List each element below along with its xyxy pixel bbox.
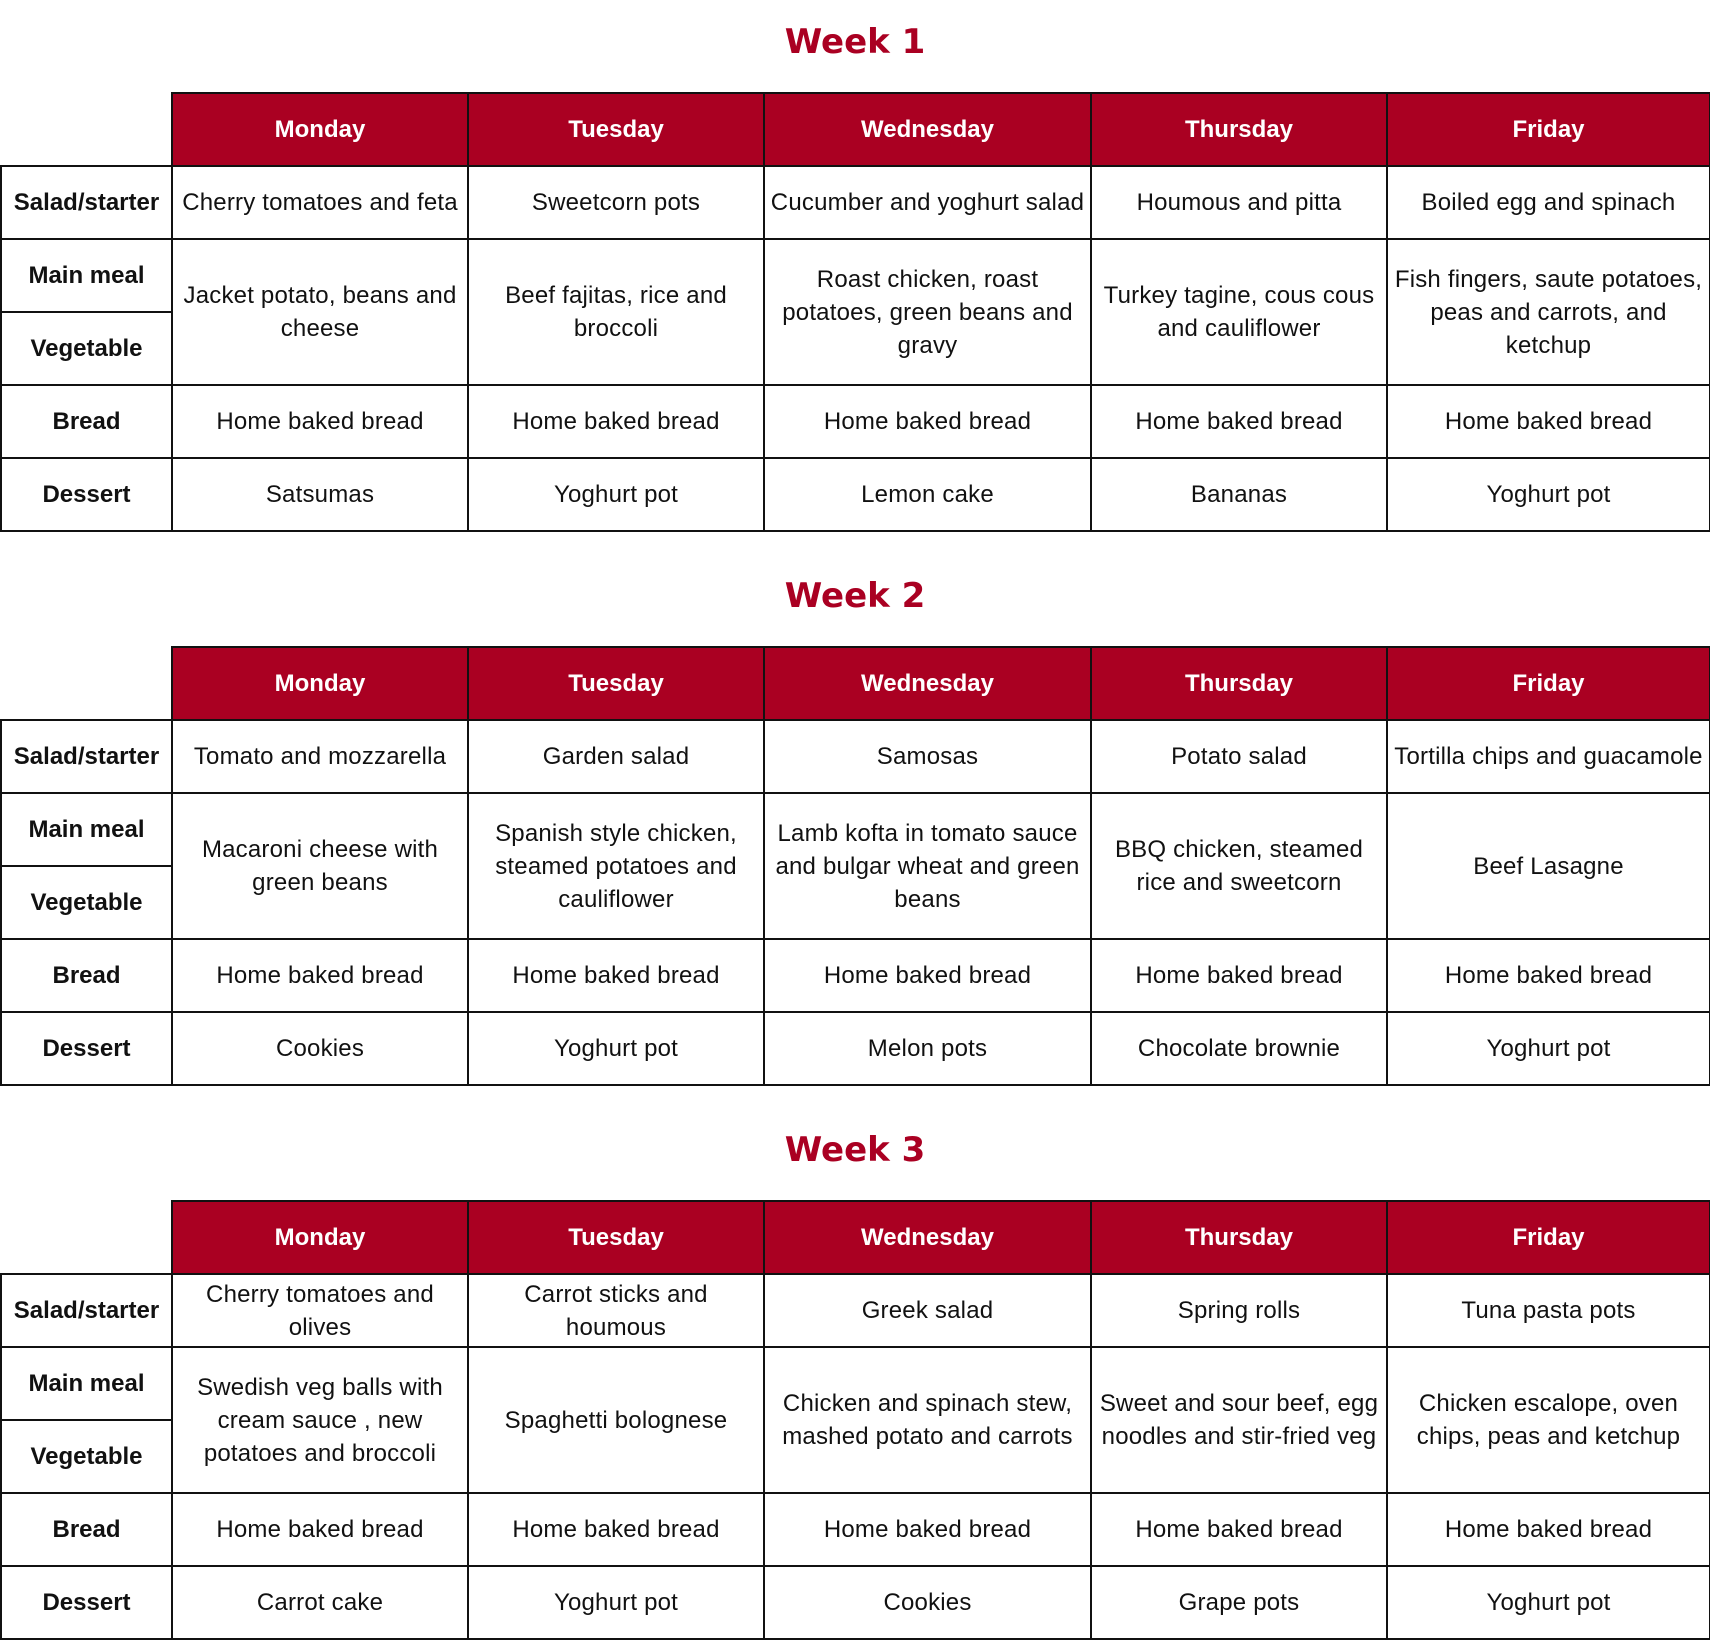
row-label-vegetable: Vegetable [1,866,172,939]
main-row [1,793,1710,866]
day-header-tuesday: Tuesday [468,1201,764,1274]
salad-row [1,166,1710,239]
day-header-thursday: Thursday [1091,93,1387,166]
menu-cell: Yoghurt pot [1387,1012,1710,1085]
menu-cell: Yoghurt pot [1387,1566,1710,1639]
menu-cell: Cookies [764,1566,1091,1639]
day-header-wednesday: Wednesday [764,1201,1091,1274]
bread-row [1,939,1710,1012]
menu-cell: Home baked bread [764,939,1091,1012]
day-header-friday: Friday [1387,93,1710,166]
week-1-menu-table [0,92,1710,532]
day-header-tuesday: Tuesday [468,93,764,166]
menu-cell: Fish fingers, saute potatoes, peas and carrots, and ketchup [1387,239,1710,385]
row-label-bread: Bread [1,385,172,458]
menu-cell: Sweetcorn pots [468,166,764,239]
menu-cell: Chicken escalope, oven chips, peas and ketchup [1387,1347,1710,1493]
menu-cell: Roast chicken, roast potatoes, green beans and gravy [764,239,1091,385]
row-label-dessert: Dessert [1,458,172,531]
menu-cell: Home baked bread [172,939,468,1012]
row-label-salad: Salad/starter [1,720,172,793]
row-label-vegetable: Vegetable [1,1420,172,1493]
day-header-wednesday: Wednesday [764,647,1091,720]
row-label-bread: Bread [1,1493,172,1566]
menu-cell: Chicken and spinach stew, mashed potato and carrots [764,1347,1091,1493]
menu-cell: Beef fajitas, rice and broccoli [468,239,764,385]
menu-cell: Boiled egg and spinach [1387,166,1710,239]
menu-cell: Carrot sticks and houmous [468,1274,764,1347]
day-header-friday: Friday [1387,1201,1710,1274]
menu-cell: Potato salad [1091,720,1387,793]
header-row [1,1201,1710,1274]
day-header-thursday: Thursday [1091,647,1387,720]
menu-cell: Samosas [764,720,1091,793]
menu-cell: Sweet and sour beef, egg noodles and stir-fried veg [1091,1347,1387,1493]
menu-cell: Greek salad [764,1274,1091,1347]
dessert-row [1,1566,1710,1639]
day-header-wednesday: Wednesday [764,93,1091,166]
day-header-monday: Monday [172,93,468,166]
day-header-thursday: Thursday [1091,1201,1387,1274]
menu-cell: Jacket potato, beans and cheese [172,239,468,385]
main-row [1,1347,1710,1420]
menu-cell: Home baked bread [1091,385,1387,458]
menu-cell: Home baked bread [468,1493,764,1566]
header-row [1,647,1710,720]
row-label-salad: Salad/starter [1,166,172,239]
menu-cell: Home baked bread [172,385,468,458]
menu-cell: Houmous and pitta [1091,166,1387,239]
menu-cell: Spanish style chicken, steamed potatoes and cauliflower [468,793,764,939]
menu-cell: Yoghurt pot [468,458,764,531]
row-label-dessert: Dessert [1,1012,172,1085]
menu-cell: Bananas [1091,458,1387,531]
menu-cell: Grape pots [1091,1566,1387,1639]
menu-cell: Turkey tagine, cous cous and cauliflower [1091,239,1387,385]
menu-cell: Home baked bread [1387,939,1710,1012]
menu-cell: Home baked bread [1387,385,1710,458]
main-row [1,239,1710,312]
row-label-main: Main meal [1,239,172,312]
menu-cell: Cherry tomatoes and olives [172,1274,468,1347]
menu-cell: Home baked bread [172,1493,468,1566]
week-2-title: Week 2 [784,576,926,616]
dessert-row [1,458,1710,531]
corner-cell [1,93,172,166]
salad-row [1,1274,1710,1347]
week-3-title: Week 3 [784,1130,926,1170]
bread-row [1,1493,1710,1566]
week-3-menu-table [0,1200,1710,1640]
day-header-tuesday: Tuesday [468,647,764,720]
week-2-menu-table [0,646,1710,1086]
bread-row [1,385,1710,458]
menu-cell: Macaroni cheese with green beans [172,793,468,939]
menu-cell: Chocolate brownie [1091,1012,1387,1085]
day-header-monday: Monday [172,647,468,720]
menu-cell: Home baked bread [1091,1493,1387,1566]
menu-cell: Cucumber and yoghurt salad [764,166,1091,239]
menu-cell: Home baked bread [1387,1493,1710,1566]
menu-cell: Tortilla chips and guacamole [1387,720,1710,793]
menu-cell: Home baked bread [1091,939,1387,1012]
menu-cell: Tomato and mozzarella [172,720,468,793]
menu-cell: Carrot cake [172,1566,468,1639]
menu-cell: Melon pots [764,1012,1091,1085]
menu-cell: Tuna pasta pots [1387,1274,1710,1347]
menu-cell: Home baked bread [764,385,1091,458]
menu-cell: BBQ chicken, steamed rice and sweetcorn [1091,793,1387,939]
day-header-friday: Friday [1387,647,1710,720]
menu-cell: Cookies [172,1012,468,1085]
week-1-title: Week 1 [784,22,926,62]
header-row [1,93,1710,166]
row-label-main: Main meal [1,1347,172,1420]
menu-cell: Beef Lasagne [1387,793,1710,939]
corner-cell [1,647,172,720]
row-label-salad: Salad/starter [1,1274,172,1347]
menu-cell: Spaghetti bolognese [468,1347,764,1493]
row-label-main: Main meal [1,793,172,866]
menu-cell: Garden salad [468,720,764,793]
corner-cell [1,1201,172,1274]
menu-cell: Spring rolls [1091,1274,1387,1347]
row-label-bread: Bread [1,939,172,1012]
menu-cell: Yoghurt pot [468,1012,764,1085]
day-header-monday: Monday [172,1201,468,1274]
menu-cell: Swedish veg balls with cream sauce , new potatoes and broccoli [172,1347,468,1493]
menu-cell: Lamb kofta in tomato sauce and bulgar wheat and green beans [764,793,1091,939]
menu-cell: Home baked bread [468,385,764,458]
menu-cell: Satsumas [172,458,468,531]
row-label-dessert: Dessert [1,1566,172,1639]
menu-cell: Yoghurt pot [1387,458,1710,531]
menu-cell: Yoghurt pot [468,1566,764,1639]
row-label-vegetable: Vegetable [1,312,172,385]
menu-cell: Home baked bread [468,939,764,1012]
dessert-row [1,1012,1710,1085]
salad-row [1,720,1710,793]
menu-cell: Home baked bread [764,1493,1091,1566]
menu-cell: Cherry tomatoes and feta [172,166,468,239]
menu-cell: Lemon cake [764,458,1091,531]
